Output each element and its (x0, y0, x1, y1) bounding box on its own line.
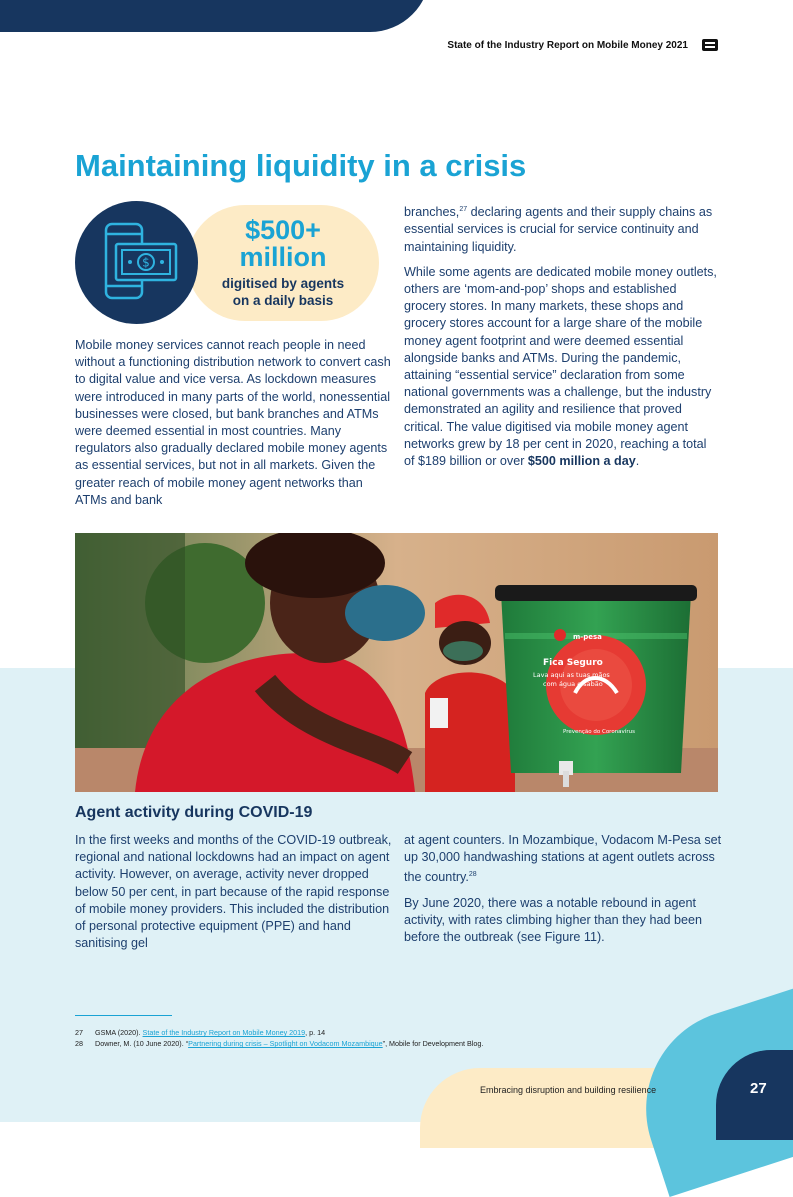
covid-left-text: In the first weeks and months of the COVID-19 outbreak, regional and national lockdowns had an impact on agent activity. However, on average, activity never dropped below 50 per cent, in part because of the rapid response of mobile money providers. This included the distribution of personal protective equipment (PPE) and hand sanitising gel (75, 833, 392, 951)
top-decorative-shape (0, 0, 430, 32)
bucket-bottom-text: Prevenção do Coronavírus (563, 729, 635, 735)
footer-section-title: Embracing disruption and building resilience (480, 1085, 657, 1095)
covid-right-text: at agent counters. In Mozambique, Vodacom M-Pesa set up 30,000 handwashing stations at agent outlets across the country.$^{28}$ By June 2020, there was a notable rebound in agent activity, with rates climbing higher than they had been before the outbreak (see Figure 11). (404, 833, 722, 945)
bucket-heading: Fica Seguro (543, 658, 603, 668)
footnote-27: 27 GSMA (2020). State of the Industry Report on Mobile Money 2019, p. 14 (75, 1028, 326, 1037)
mobile-money-icon (100, 222, 180, 302)
report-icon (702, 39, 718, 51)
stat-caption: digitised by agents on a daily basis (221, 276, 345, 308)
highlight-figure: $500 million a day (527, 454, 636, 469)
footnote-divider (75, 1015, 172, 1016)
page-title: Maintaining liquidity in a crisis (75, 148, 527, 183)
section-heading: Agent activity during COVID-19 (75, 804, 313, 821)
right-column-text: branches,$^{27}$ declaring agents and their supply chains as essential services is crucial for service continuity and maintaining liquidity. While some agents are dedicated mobile money outlets, others are ‘mom-and-pop’ shops and established grocery stores. In many markets, these shops and grocery stores account for a large share of the mobile money agent footprint and were deemed essential alongside banks and ATMs. During the pandemic, attaining “essential service” declaration from some national governments was a challenge, but the industry demonstrated an agility and resilience that proved critical. The value digitised via mobile money agent networks grew by 18 per cent in 2020, reaching a total of $189 billion or over $500 million a day. (404, 205, 717, 469)
bucket-line-3: com água e sabão (543, 680, 603, 688)
agent-photo (75, 533, 718, 792)
footnote-28: 28 Downer, M. (10 June 2020). “Partnering during crisis – Spotlight on Vodacom Mozambique”, Mobile for Development Blog. (75, 1039, 484, 1048)
page-number: 27 (750, 1080, 767, 1097)
bucket-brand: m-pesa (573, 633, 602, 641)
footnotes (75, 1027, 483, 1049)
footnote-ref-28: 28 (468, 871, 477, 879)
intro-paragraph: Mobile money services cannot reach people in need without a functioning distribution network to convert cash to digital value and vice versa. As lockdown measures were introduced in many parts of the world, nonessential businesses were closed, but bank branches and ATMs were deemed essential in most countries. Many regulators also gradually declared mobile money agents as essential services, but not in all markets. Given the greater reach of mobile money agent networks than ATMs and bank (75, 338, 391, 507)
footnote-link[interactable]: State of the Industry Report on Mobile Money 2019 (142, 1028, 306, 1037)
svg-text:$: $ (142, 255, 150, 270)
footnote-ref-27: 27 (459, 206, 468, 213)
stat-value: $500+ million (239, 215, 327, 272)
footnote-link[interactable]: Partnering during crisis – Spotlight on Vodacom Mozambique (188, 1039, 383, 1048)
bucket-line-2: Lava aqui as tuas mãos (533, 671, 610, 679)
running-header: State of the Industry Report on Mobile Money 2021 (447, 40, 688, 51)
